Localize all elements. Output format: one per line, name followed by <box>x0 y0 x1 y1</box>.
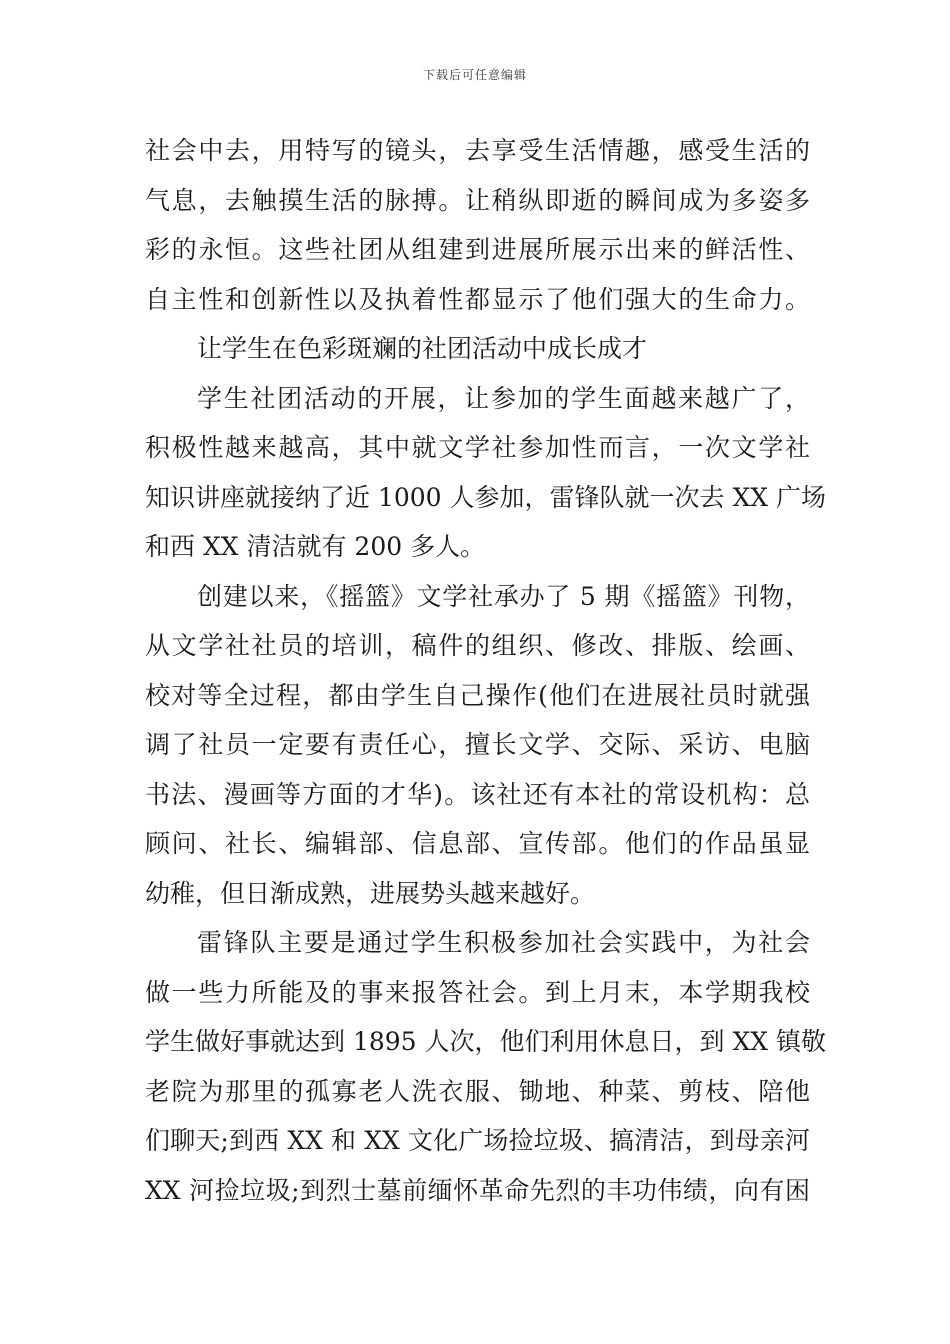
text-line: 幼稚，但日渐成熟，进展势头越来越好。 <box>145 878 596 908</box>
section-heading: 让学生在色彩斑斓的社团活动中成长成才 <box>197 334 648 363</box>
text-line: 社会中去，用特写的镜头，去享受生活情趣，感受生活的 <box>145 136 810 165</box>
text-line: 雷锋队主要是通过学生积极参加社会实践中，为社会 <box>197 928 810 957</box>
text-line: 知识讲座就接纳了近 1000 人参加，雷锋队就一次去 XX 广场 <box>145 482 827 512</box>
text-line: 彩的永恒。这些社团从组建到进展所展示出来的鲜活性、 <box>145 235 810 264</box>
text-line: 调了社员一定要有责任心，擅长文学、交际、采访、电脑 <box>145 730 810 759</box>
text-line: 学生社团活动的开展，让参加的学生面越来越广了， <box>197 383 810 413</box>
text-line: 书法、漫画等方面的才华)。该社还有本社的常设机构：总 <box>145 779 810 809</box>
text-line: 做一些力所能及的事来报答社会。到上月末，本学期我校 <box>145 977 810 1007</box>
text-line: 校对等全过程，都由学生自己操作(他们在进展社员时就强 <box>145 680 810 710</box>
text-line: 从文学社社员的培训，稿件的组织、修改、排版、绘画、 <box>145 631 810 660</box>
text-line: 创建以来，《摇篮》文学社承办了 5 期《摇篮》刊物， <box>197 581 810 611</box>
download-note-header: 下载后可任意编辑 <box>422 68 527 82</box>
text-line: XX 河捡垃圾;到烈士墓前缅怀革命先烈的丰功伟绩，向有困 <box>145 1175 810 1205</box>
text-line: 们聊天;到西 XX 和 XX 文化广场捡垃圾、搞清洁，到母亲河 <box>145 1126 810 1155</box>
text-line: 气息，去触摸生活的脉搏。让稍纵即逝的瞬间成为多姿多 <box>145 185 810 215</box>
document-body <box>145 126 827 1215</box>
text-line: 学生做好事就达到 1895 人次，他们利用休息日，到 XX 镇敬 <box>145 1027 827 1056</box>
text-line: 自主性和创新性以及执着性都显示了他们强大的生命力。 <box>145 284 810 314</box>
text-line: 和西 XX 清洁就有 200 多人。 <box>145 532 486 561</box>
text-line: 积极性越来越高，其中就文学社参加性而言，一次文学社 <box>145 433 810 462</box>
text-line: 顾问、社长、编辑部、信息部、宣传部。他们的作品虽显 <box>145 829 810 858</box>
text-line: 老院为那里的孤寡老人洗衣服、锄地、种菜、剪枝、陪他 <box>145 1076 810 1106</box>
